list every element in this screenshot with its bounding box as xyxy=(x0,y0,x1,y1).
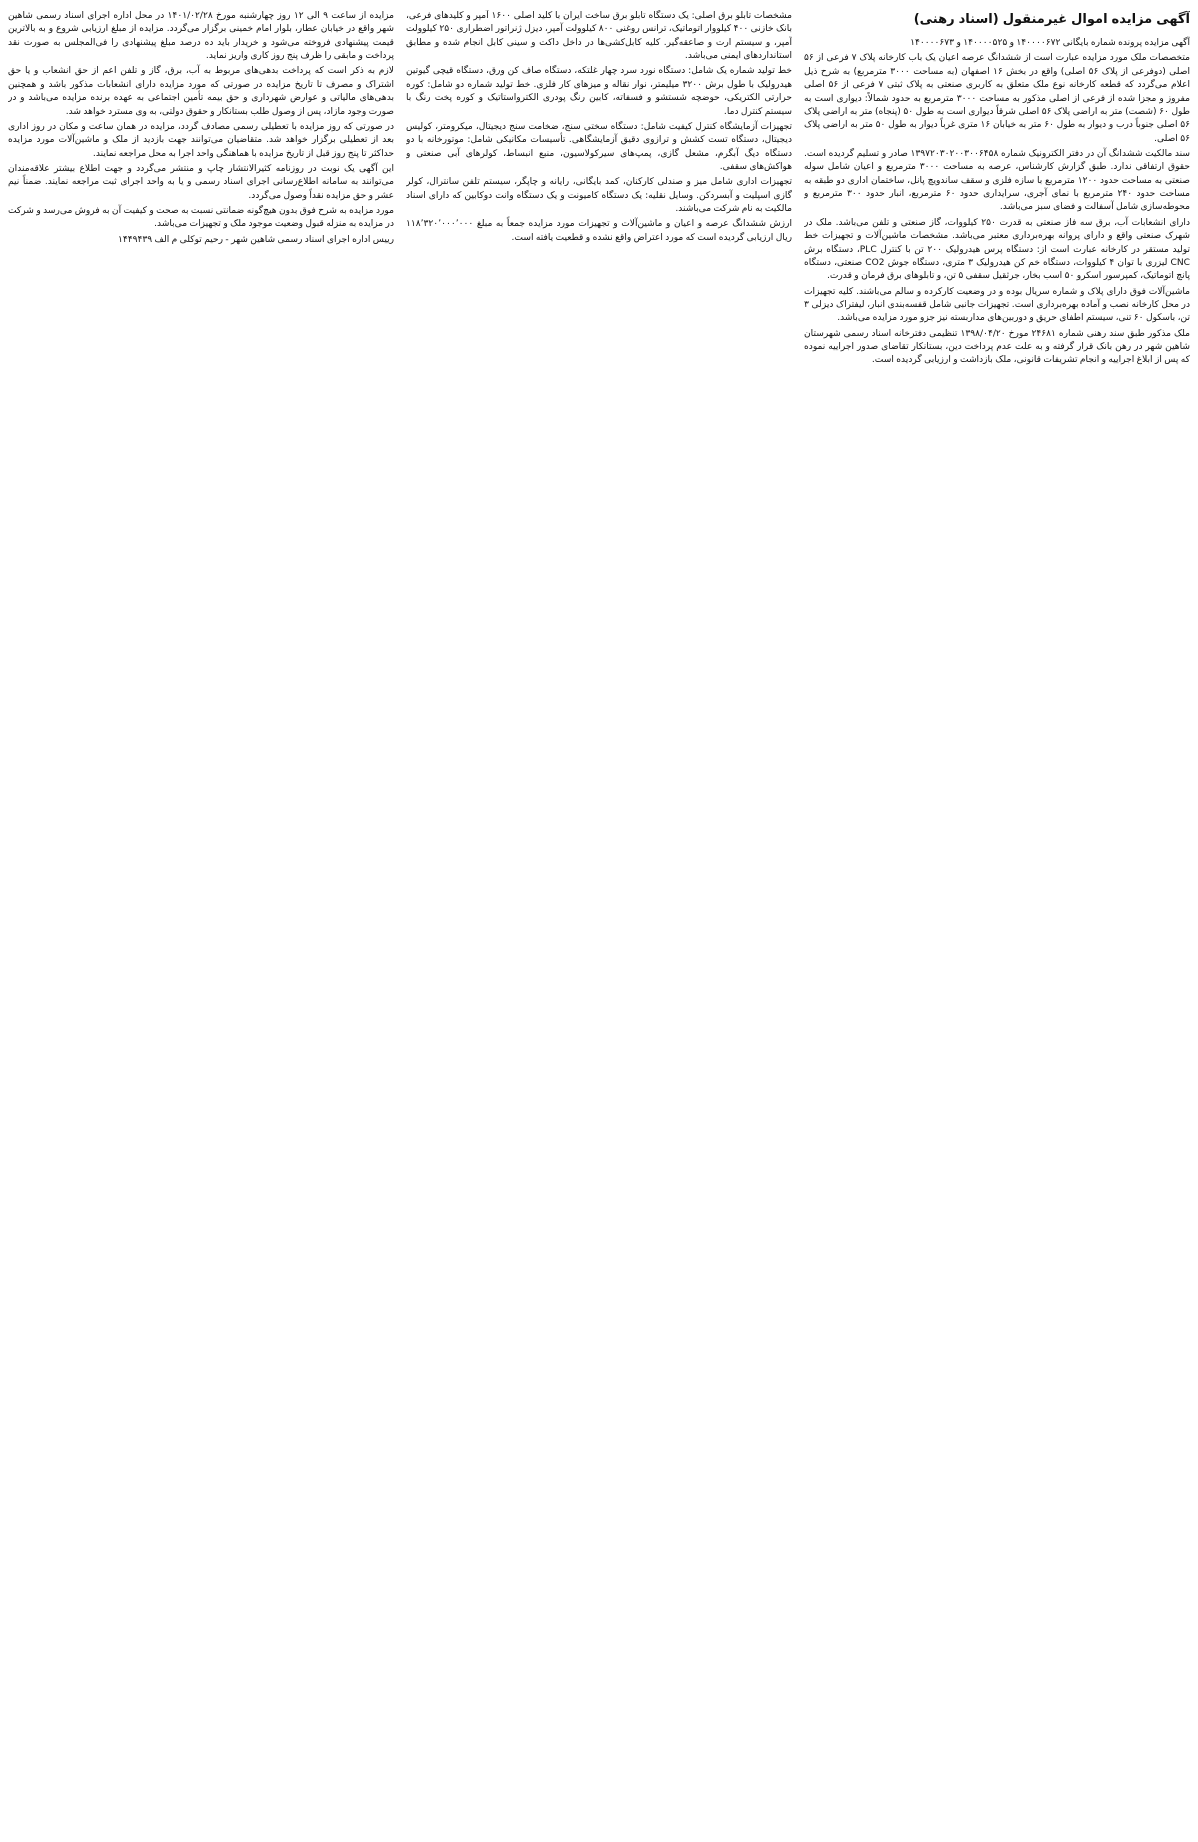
paragraph: مورد مزایده به شرح فوق بدون هیچ‌گونه ضمانتی نسبت به صحت و کیفیت آن به فروش می‌رسد و شرکت در مزایده به منزله قبول وضعیت موجود ملک و تجهیزات می‌باشد. xyxy=(8,206,394,230)
paragraph: مزایده از ساعت ۹ الی ۱۲ روز چهارشنبه مورخ ۱۴۰۱/۰۲/۲۸ در محل اداره اجرای اسناد رسمی شاهین شهر واقع در خیابان عطار، بلوار امام خمینی برگزار می‌گردد. مزایده از مبلغ ارزیابی شروع و به بالاترین قیمت پیشنهادی فروخته می‌شود و خریدار باید ده درصد مبلغ پیشنهادی را فی‌المجلس به صورت نقد پرداخت و مابقی را ظرف پنج روز کاری واریز نماید. xyxy=(8,11,394,62)
paragraph: ارزش ششدانگ عرصه و اعیان و ماشین‌آلات و تجهیزات مورد مزایده جمعاً به مبلغ ۱۱۸٬۳۲۰٬۰۰۰٬۰۰۰ ریال ارزیابی گردیده است که مورد اعتراض واقع نشده و قطعیت یافته است. xyxy=(406,219,792,243)
text-columns xyxy=(8,10,1190,1810)
paragraph: این آگهی یک نوبت در روزنامه کثیرالانتشار چاپ و منتشر می‌گردد و جهت اطلاع بیشتر علاقه‌مندان می‌توانند به سامانه اطلاع‌رسانی اجرای اسناد رسمی و یا به واحد اجرای ثبت مراجعه نمایند. ضمناً نیم عشر و حق مزایده نقداً وصول می‌گردد. xyxy=(8,163,394,201)
column-middle xyxy=(406,10,792,1810)
paragraph: دارای انشعابات آب، برق سه فاز صنعتی به قدرت ۲۵۰ کیلووات، گاز صنعتی و تلفن می‌باشد. ملک در شهرک صنعتی واقع و دارای پروانه بهره‌برداری معتبر می‌باشد. مشخصات ماشین‌آلات و تجهیزات خط تولید مستقر در کارخانه عبارت است از: دستگاه پرس هیدرولیک ۲۰۰ تن با کنترل PLC، دستگاه برش CNC لیزری با توان ۴ کیلووات، دستگاه خم کن هیدرولیک ۳ متری، دستگاه جوش CO2 صنعتی، دستگاه پانچ اتوماتیک، کمپرسور اسکرو ۵۰ اسب بخار، جرثقیل سقفی ۵ تن، و تابلوهای برق فرمان و قدرت. xyxy=(804,217,1190,282)
paragraph: خط تولید شماره یک شامل: دستگاه نورد سرد چهار غلتکه، دستگاه صاف کن ورق، دستگاه قیچی گیوتین هیدرولیک با طول برش ۳۲۰۰ میلیمتر، نوار نقاله و میزهای کار فلزی. خط تولید شماره دو شامل: کوره حرارتی الکتریکی، حوضچه شستشو و فسفاته، کابین رنگ پودری الکترواستاتیک و کوره پخت رنگ با سیستم کنترل دما. xyxy=(406,66,792,117)
paragraph: ماشین‌آلات فوق دارای پلاک و شماره سریال بوده و در وضعیت کارکرده و سالم می‌باشند. کلیه تجهیزات در محل کارخانه نصب و آماده بهره‌برداری است. تجهیزات جانبی شامل قفسه‌بندی انبار، لیفتراک دیزلی ۳ تن، باسکول ۶۰ تنی، سیستم اطفای حریق و دوربین‌های مداربسته نیز جزو مورد مزایده می‌باشد. xyxy=(804,286,1190,324)
paragraph: متخصصات ملک مورد مزایده عبارت است از ششدانگ عرصه اعیان یک باب کارخانه پلاک ۷ فرعی از ۵۶ اصلی (دوفرعی از پلاک ۵۶ اصلی) واقع در بخش ۱۶ اصفهان (به مساحت ۳۰۰۰ مترمربع) به شرح ذیل اعلام می‌گردد که قطعه کارخانه نوع ملک متعلق به کاربری صنعتی به پلاک ثبتی ۷ فرعی از ۵۶ اصلی مفروز و مجزا شده از فرعی از اصلی مذکور به مساحت ۳۰۰۰ مترمربع به حدود شمالاً: دیواری است به طول ۶۰ (شصت) متر به اراضی پلاک ۵۶ اصلی شرقاً دیواری است به طول ۵۰ (پنجاه) متر به اراضی پلاک ۵۶ اصلی جنوباً درب و دیوار به طول ۶۰ متر به خیابان ۱۶ متری غرباً دیوار به طول ۵۰ متر به اراضی پلاک ۵۶ اصلی. xyxy=(804,53,1190,144)
paragraph: سند مالکیت ششدانگ آن در دفتر الکترونیک شماره ۱۳۹۷۲۰۳۰۲۰۰۳۰۰۶۴۵۸ صادر و تسلیم گردیده است. حقوق ارتفاقی ندارد. طبق گزارش کارشناس، عرصه به مساحت ۳۰۰۰ مترمربع و اعیان شامل سوله صنعتی به مساحت حدود ۱۲۰۰ مترمربع با سازه فلزی و سقف ساندویچ پانل، ساختمان اداری دو طبقه به مساحت حدود ۲۴۰ مترمربع با نمای آجری، سرایداری حدود ۶۰ مترمربع، انبار حدود ۳۰۰ مترمربع و محوطه‌سازی شامل آسفالت و فضای سبز می‌باشد. xyxy=(804,148,1190,213)
paragraph: مشخصات تابلو برق اصلی: یک دستگاه تابلو برق ساخت ایران با کلید اصلی ۱۶۰۰ آمپر و کلیدهای فرعی، بانک خازنی ۴۰۰ کیلووار اتوماتیک، ترانس روغنی ۸۰۰ کیلوولت آمپر، دیزل ژنراتور اضطراری ۲۵۰ کیلوولت آمپر، و سیستم ارت و صاعقه‌گیر. کلیه کابل‌کشی‌ها در داخل داکت و سینی کابل انجام شده و مطابق استانداردهای ایمنی می‌باشد. xyxy=(406,11,792,62)
paragraph: در صورتی که روز مزایده با تعطیلی رسمی مصادف گردد، مزایده در همان ساعت و مکان در روز اداری بعد از تعطیلی برگزار خواهد شد. متقاضیان می‌توانند جهت بازدید از ملک و ماشین‌آلات مورد مزایده حداکثر تا پنج روز قبل از تاریخ مزایده با هماهنگی واحد اجرا به محل مراجعه نمایند. xyxy=(8,121,394,159)
paragraph: لازم به ذکر است که پرداخت بدهی‌های مربوط به آب، برق، گاز و تلفن اعم از حق انشعاب و یا حق اشتراک و مصرف تا تاریخ مزایده در صورتی که مورد مزایده دارای انشعابات مذکور باشد و همچنین بدهی‌های مالیاتی و عوارض شهرداری و حق بیمه تأمین اجتماعی به عهده برنده مزایده می‌باشد و در صورت وجود مازاد، پس از وصول طلب بستانکار و حقوق دولتی، به وی مسترد خواهد شد. xyxy=(8,66,394,117)
notice-intro: آگهی مزایده پرونده شماره بایگانی ۱۴۰۰۰۰۶۷۲ و ۱۴۰۰۰۰۵۲۵ و ۱۴۰۰۰۰۶۷۳ xyxy=(910,38,1190,49)
paragraph: تجهیزات آزمایشگاه کنترل کیفیت شامل: دستگاه سختی سنج، ضخامت سنج دیجیتال، میکرومتر، کولیس دیجیتال، دستگاه تست کشش و ترازوی دقیق آزمایشگاهی. تأسیسات مکانیکی شامل: موتورخانه با دو دستگاه دیگ آبگرم، مشعل گازی، پمپ‌های سیرکولاسیون، منبع انبساط، کولرهای آبی صنعتی و هواکش‌های سقفی. xyxy=(406,121,792,172)
column-right xyxy=(804,10,1190,1810)
column-left xyxy=(8,10,394,1810)
notice-signature: رییس اداره اجرای اسناد رسمی شاهین شهر - رحیم توکلی م الف ۱۴۴۹۴۳۹ xyxy=(117,234,394,245)
notice-title: آگهی مزایده اموال غیرمنقول (اسناد رهنی) xyxy=(913,12,1190,27)
paragraph: ملک مذکور طبق سند رهنی شماره ۲۴۶۸۱ مورخ ۱۳۹۸/۰۴/۲۰ تنظیمی دفترخانه اسناد رسمی شهرستان شاهین شهر در رهن بانک قرار گرفته و به علت عدم پرداخت دین، بستانکار تقاضای صدور اجراییه نموده که پس از ابلاغ اجراییه و انجام تشریفات قانونی، ملک بازداشت و ارزیابی گردیده است. xyxy=(804,328,1190,366)
paragraph: تجهیزات اداری شامل میز و صندلی کارکنان، کمد بایگانی، رایانه و چاپگر، سیستم تلفن سانترال، کولر گازی اسپلیت و آبسردکن. وسایل نقلیه: یک دستگاه کامیونت و یک دستگاه وانت دوکابین که دارای اسناد مالکیت به نام شرکت می‌باشند. xyxy=(406,177,792,215)
